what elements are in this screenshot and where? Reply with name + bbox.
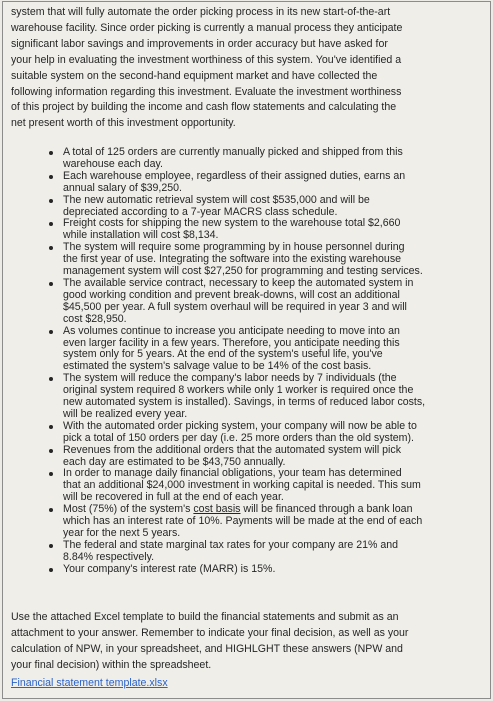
intro-line: following information regarding this investment. Evaluate the investment worthiness <box>11 85 402 98</box>
intro-line: net present worth of this investment opportunity. <box>11 117 236 130</box>
bullet-icon <box>49 508 53 512</box>
intro-paragraph <box>11 5 483 132</box>
list-item-text: pick a total of 150 orders per day (i.e. 25 more orders than the old system). <box>63 431 414 444</box>
list-item-text: while installation will cost $8,134. <box>63 229 219 242</box>
intro-line: system that will fully automate the order picking process in its new start-of-the-art <box>11 6 391 18</box>
list-item-text: system only for 5 years. At the end of the system's useful life, you've <box>63 348 383 361</box>
list-item-text: The available service contract, necessary to keep the automated system in <box>63 276 414 289</box>
assumptions-list <box>49 147 481 576</box>
bullet-icon <box>49 330 53 334</box>
list-item-text: year for the next 5 years. <box>63 527 181 539</box>
list-item <box>49 468 481 504</box>
list-item-text: In order to manage daily financial obligations, your team has determined <box>63 467 402 480</box>
instructions-line: calculation of NPW, in your spreadsheet, and HIGHLGHT these answers (NPW and <box>11 642 403 655</box>
instructions-line: your final decision) within the spreadsheet. <box>11 658 212 671</box>
bullet-icon <box>49 175 53 179</box>
list-item-text: As volumes continue to increase you anticipate needing to move into an <box>63 324 400 337</box>
list-item-text: which has an interest rate of 10%. Payments will be made at the end of each <box>63 515 423 528</box>
list-item-text: depreciated according to a 7-year MACRS class schedule. <box>63 205 338 218</box>
list-item <box>49 373 481 421</box>
list-item-text: The new automatic retrieval system will cost $535,000 and will be <box>63 193 370 206</box>
list-item-text: Your company's interest rate (MARR) is 15%. <box>63 562 276 575</box>
list-item-text: Freight costs for shipping the new system to the warehouse total $2,660 <box>63 217 401 230</box>
bullet-icon <box>49 246 53 250</box>
bullet-icon <box>49 425 53 429</box>
list-item-text: warehouse each day. <box>63 157 163 170</box>
bullet-icon <box>49 282 53 286</box>
list-item-text: management system will cost $27,250 for programming and testing services. <box>63 265 423 278</box>
list-item <box>49 195 481 219</box>
intro-line: suitable system on the second-hand equipment market and have collected the <box>11 69 378 82</box>
list-item-text-lead: Most (75%) of the system's <box>63 503 194 516</box>
bullet-icon <box>49 568 53 572</box>
bullet-icon <box>49 222 53 226</box>
list-item-text: A total of 125 orders are currently manually picked and shipped from this <box>63 146 403 158</box>
intro-line: your help in evaluating the investment worthiness of this system. You've identified a <box>11 53 402 66</box>
list-item-text: good working condition and prevent break-downs, will cost an additional <box>63 288 400 301</box>
list-item-text: 8.84% respectively. <box>63 550 155 563</box>
list-item-text: even larger facility in a few years. Therefore, you anticipate needing this <box>63 336 400 349</box>
list-item-text: The federal and state marginal tax rates for your company are 21% and <box>63 538 399 551</box>
list-item <box>49 504 481 540</box>
list-item-text: new automated system is installed). Savings, in terms of reduced labor costs, <box>63 396 426 409</box>
intro-line: of this project by building the income and cash flow statements and calculating the <box>11 101 397 114</box>
attachment-link[interactable]: Financial statement template.xlsx <box>11 677 168 689</box>
intro-line: warehouse facility. Since order picking is currently a manual process they anticipate <box>11 21 403 34</box>
list-item-text: Each warehouse employee, regardless of their assigned duties, earns an <box>63 169 406 182</box>
list-item <box>49 278 481 326</box>
bullet-icon <box>49 449 53 453</box>
list-item-text: that an additional $24,000 investment in working capital is needed. This sum <box>63 479 421 492</box>
bullet-icon <box>49 472 53 476</box>
list-item-text: annual salary of $39,250. <box>63 181 182 194</box>
list-item <box>49 445 481 469</box>
list-item-text: will be realized every year. <box>63 407 188 420</box>
cost-basis-term: cost basis <box>193 503 241 516</box>
list-item-text: the first year of use. Integrating the software into the existing warehouse <box>63 253 402 266</box>
instructions-line: Use the attached Excel template to build the financial statements and submit as an <box>11 611 399 623</box>
bullet-icon <box>49 544 53 548</box>
list-item <box>49 147 481 171</box>
list-item-text: The system will reduce the company's labor needs by 7 individuals (the <box>63 372 397 385</box>
list-item-text: $45,500 per year. A full system overhaul will be required in year 3 and will <box>63 300 407 313</box>
intro-line: significant labor savings and improvements in order accuracy but have asked for <box>11 37 388 50</box>
list-item-text: estimated the system's salvage value to be 14% of the cost basis. <box>63 360 372 373</box>
list-item <box>49 242 481 278</box>
list-item-text: original system required 8 workers while only 1 worker is required once the <box>63 384 414 397</box>
bullet-icon <box>49 377 53 381</box>
list-item-text: With the automated order picking system, your company will now be able to <box>63 419 417 432</box>
instructions-paragraph <box>11 610 483 674</box>
bullet-icon <box>49 199 53 203</box>
list-item <box>49 326 481 374</box>
list-item-text: cost $28,950. <box>63 312 127 325</box>
list-item <box>49 171 481 195</box>
list-item-text: will be recovered in full at the end of each year. <box>63 491 284 504</box>
list-item <box>49 564 481 576</box>
bullet-icon <box>49 151 53 155</box>
list-item-text: The system will require some programming by in house personnel during <box>63 241 405 254</box>
list-item <box>49 540 481 564</box>
instructions-line: attachment to your answer. Remember to indicate your final decision, as well as your <box>11 626 409 639</box>
list-item-text: each day are estimated to be $43,750 annually. <box>63 455 286 468</box>
list-item <box>49 421 481 445</box>
list-item-text-tail: will be financed through a bank loan <box>240 503 413 516</box>
list-item <box>49 218 481 242</box>
list-item-text: Revenues from the additional orders that the automated system will pick <box>63 443 401 456</box>
question-page <box>2 1 491 699</box>
